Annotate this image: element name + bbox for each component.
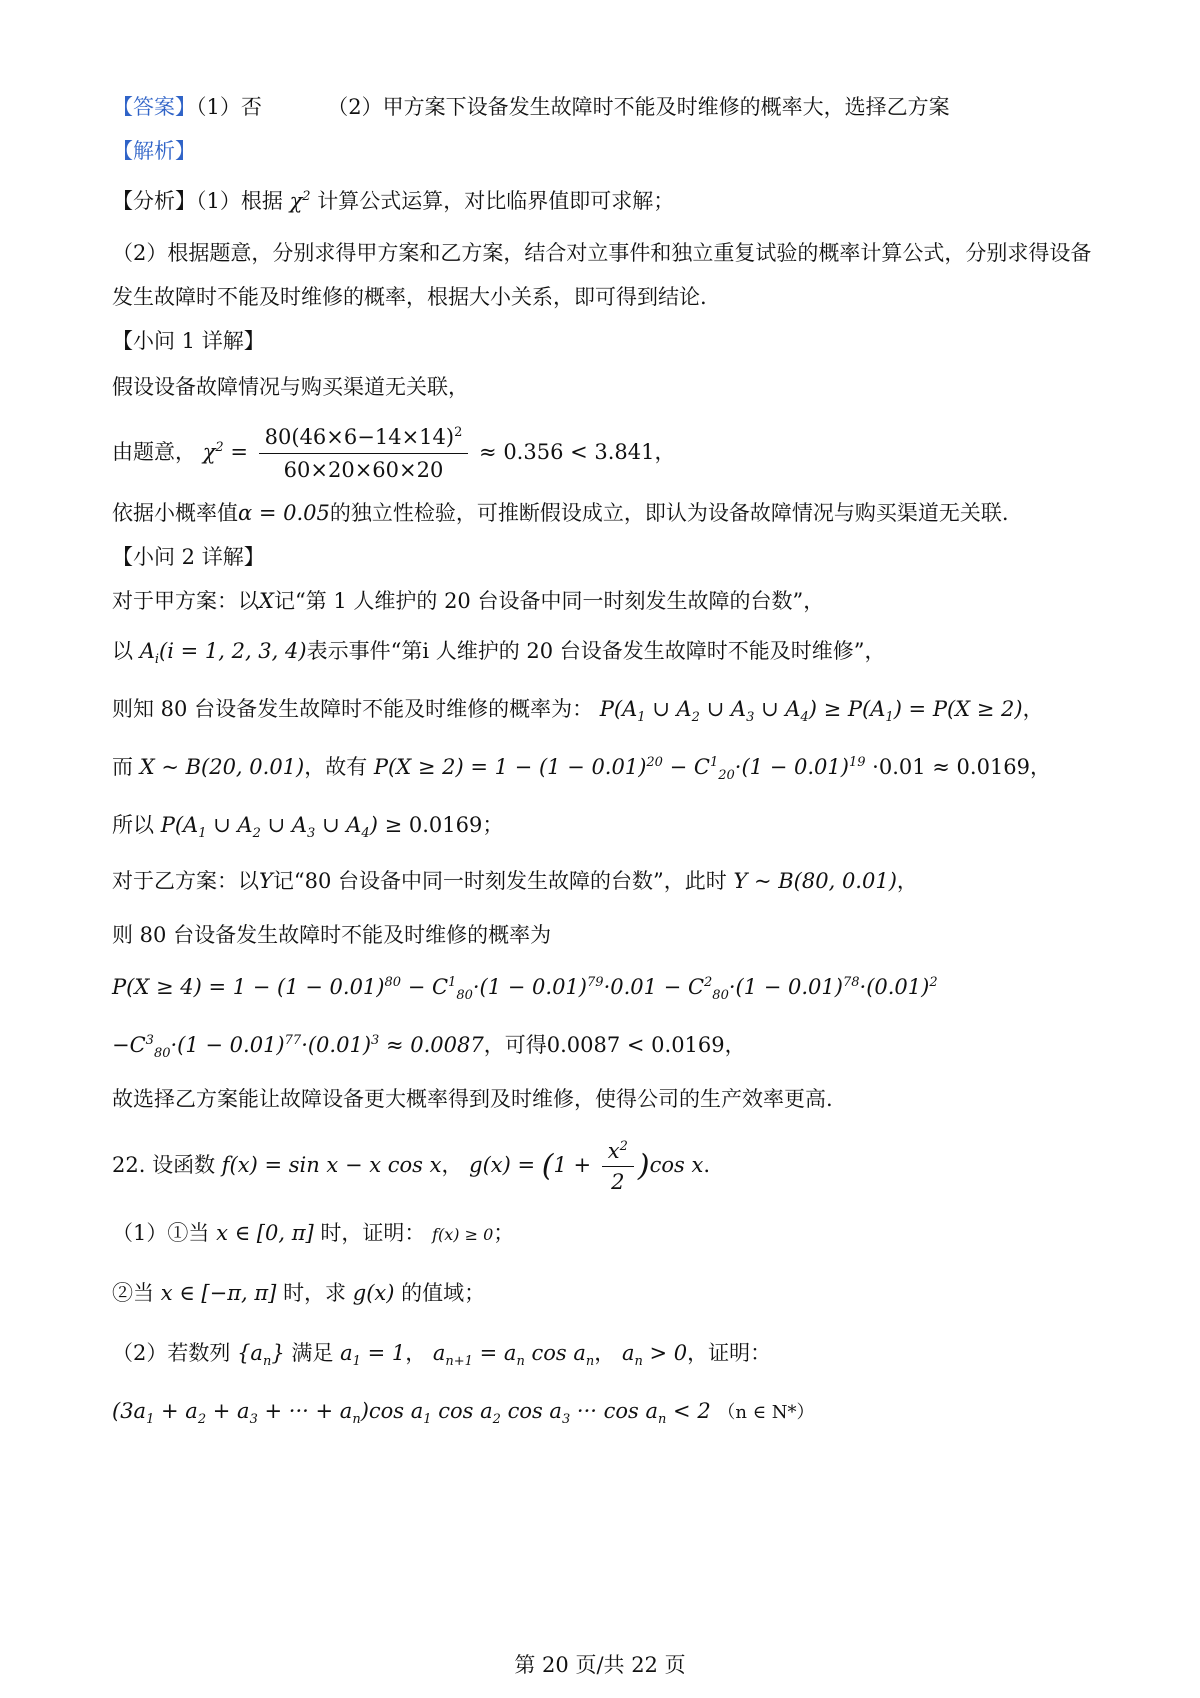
q1-line3 — [112, 498, 1009, 528]
q2-l5-pre: 所以 — [112, 813, 154, 837]
q22-p3-pre: （2）若数列 — [112, 1341, 231, 1365]
q2-l5-post: ≥ 0.0169； — [384, 813, 504, 837]
q2-l1-post: 记“第 1 人维护的 20 台设备中同一时刻发生故障的台数”， — [273, 589, 825, 613]
recurrence: $a_{n+1} = a_n$ $\cos a_n$ — [432, 1341, 595, 1370]
p-x-ge-4-continued: $-C^3_{80}\cdot(1 - 0.01)^{77}\cdot(0.01)^3 \approx 0.0087$ — [112, 1033, 484, 1062]
a1-equals-1: $a_1 = 1$ — [340, 1341, 406, 1370]
interval-0-pi: x ∈ [0, π] — [216, 1221, 314, 1245]
q22-part2 — [112, 1338, 771, 1368]
q2-l4-mid: ，故有 — [304, 755, 368, 779]
q22-stem-pre: 设函数 — [152, 1153, 216, 1177]
chi-square-symbol-2: $\chi^2$ — [202, 440, 224, 464]
chi-square-fraction: $\frac{80(46\times 6-14\times 14)^2}{60\times 20\times 60\times 20}$ — [259, 423, 469, 484]
q2-l6-post: ， — [896, 869, 918, 893]
product-inequality: ($3a_1 + a_2 + a_3$ + ··· + $a_n)\cos$ $a_1$ $\cos a_2$ $\cos a_3$ ··· $\cos a_n < 2$ — [112, 1399, 711, 1428]
f-nonnegative: f(x) ≥ 0 — [432, 1225, 494, 1244]
answer-part2: （2）甲方案下设备发生故障时不能及时维修的概率大，选择乙方案 — [327, 95, 950, 119]
q2-line1 — [112, 586, 824, 616]
q22-p1-mid: 时，证明： — [320, 1221, 426, 1245]
q2-line3: 则知 80 台设备发生故障时不能及时维修的概率为： $P(A_1$ ∪ $A_2$ ∪ $A_3$ ∪ $A_4) \ge P(A_1) = P(X \ge 2)$， — [112, 697, 1044, 726]
g-definition: g(x) = (1 + $\frac{x^2}{2}$ )cos x — [469, 1139, 704, 1194]
q22-p2-pre: ②当 — [112, 1281, 154, 1305]
q22-p3-m2: ， — [405, 1341, 427, 1365]
q1-line1: 假设设备故障情况与购买渠道无关联， — [112, 375, 469, 399]
sequence-an: $\{a_n\}$ — [237, 1341, 285, 1370]
q22-number: 22. — [112, 1153, 146, 1177]
analysis-tag: 【解析】 — [112, 139, 196, 163]
q22-stem-mid: ， — [441, 1153, 463, 1177]
fenxi-p1-pre: （1）根据 — [196, 189, 283, 213]
q22-p3-post: ，证明： — [687, 1341, 772, 1365]
q22-p3-m1: 满足 — [291, 1341, 334, 1365]
fenxi-tag: 【分析】 — [112, 189, 196, 213]
answer-part1: （1）否 — [196, 95, 262, 119]
q2-title: 【小问 2 详解】 — [112, 545, 265, 569]
q2-l4-post: ·0.01 ≈ 0.0169， — [872, 755, 1052, 779]
q1-l2-post: ≈ 0.356 < 3.841， — [479, 440, 676, 464]
g-of-x: g(x) — [352, 1281, 395, 1305]
frac-numerator: 80(46×6−14×14) — [264, 425, 455, 449]
frac-denominator: 60×20×60×20 — [283, 458, 444, 482]
n-condition: （n ∈ N*） — [717, 1402, 815, 1423]
q2-l2-post: 表示事件“第i 人维护的 20 台设备发生故障时不能及时维修”， — [306, 639, 886, 663]
q1-chi-formula: 由题意， $\chi^2$ = $\frac{80(46\times 6-14\times 14)^2}{60\times 20\times 60\times 20}$ ≈ 0.356 < 3.841， — [112, 425, 676, 482]
q2-l9-post: ，可得0.0087 < 0.0169， — [483, 1033, 746, 1057]
q2-line10: 故选择乙方案能让故障设备更大概率得到及时维修，使得公司的生产效率更高. — [112, 1087, 833, 1111]
q2-l6-mid: 记“80 台设备中同一时刻发生故障的台数”，此时 — [272, 869, 727, 893]
answer-line — [112, 92, 950, 122]
q22-p2-post: 的值域； — [401, 1281, 486, 1305]
q2-line5 — [112, 810, 503, 840]
q2-l1-pre: 对于甲方案：以 — [112, 589, 259, 613]
fenxi-p1-post: 计算公式运算，对比临界值即可求解； — [317, 189, 675, 213]
chi-square-symbol: $\chi^2$ — [289, 189, 311, 213]
var-y: Y — [259, 869, 273, 893]
q22-p1-post: ； — [493, 1221, 515, 1245]
var-x: X — [259, 589, 274, 613]
f-definition: f(x) = sin x − x cos x — [221, 1153, 442, 1177]
q22-inequality — [112, 1396, 815, 1428]
interval-neg-pi-pi: x ∈ [−π, π] — [160, 1281, 277, 1305]
y-distribution: Y ~ B(80, 0.01) — [733, 869, 897, 893]
q22-stem — [112, 1134, 710, 1198]
q2-line2 — [112, 636, 886, 666]
index-range: (i = 1, 2, 3, 4) — [159, 639, 307, 663]
q1-title: 【小问 1 详解】 — [112, 329, 265, 353]
p-x-ge-2-formula: $P(X \ge 2) = 1 - (1 - 0.01)^{20} - C^1_{20}\cdot(1 - 0.01)^{19}$ — [373, 755, 866, 784]
q2-line9-formula — [112, 1030, 746, 1060]
q2-line6 — [112, 866, 918, 896]
fenxi-p2-line2: 发生故障时不能及时维修的概率，根据大小关系，即可得到结论. — [112, 285, 707, 309]
q2-l3-pre: 则知 80 台设备发生故障时不能及时维修的概率为： — [112, 697, 594, 721]
q1-l3-post: 的独立性检验，可推断假设成立，即认为设备故障情况与购买渠道无关联. — [329, 501, 1009, 525]
q2-line7: 则 80 台设备发生故障时不能及时维修的概率为 — [112, 923, 552, 947]
event-a-i: $A_i$ — [139, 639, 160, 668]
q22-part1 — [112, 1218, 514, 1250]
q22-stem-post: . — [703, 1153, 711, 1177]
q2-l2-pre: 以 — [112, 639, 133, 663]
answer-tag: 【答案】 — [112, 95, 196, 119]
q2-line8-formula — [112, 972, 938, 1002]
q2-line4 — [112, 752, 1051, 782]
fenxi-line1 — [112, 186, 674, 216]
q22-p3-m3: ， — [594, 1341, 616, 1365]
q22-p2-mid: 时，求 — [283, 1281, 347, 1305]
union-probability-formula: $P(A_1$ ∪ $A_2$ ∪ $A_3$ ∪ $A_4) \ge P(A_1) = P(X \ge 2)$ — [599, 697, 1023, 726]
q22-p1-pre: （1）①当 — [112, 1221, 210, 1245]
q22-part1b — [112, 1278, 485, 1308]
an-positive: $a_n > 0$ — [621, 1341, 688, 1370]
q2-l6-pre: 对于乙方案：以 — [112, 869, 259, 893]
fenxi-p2-line1: （2）根据题意，分别求得甲方案和乙方案，结合对立事件和独立重复试验的概率计算公式，分别求得设备 — [112, 241, 1092, 265]
p-x-ge-4-formula: $P(X \ge 4) = 1 - (1 - 0.01)^{80} - C^1_{80}\cdot(1 - 0.01)^{79}\cdot 0.01 - C^2_{80}\cdot(1 - 0.01)^{78}\cdot(0.01)^2$ — [112, 975, 938, 1004]
page-footer: 第 20 页/共 22 页 — [514, 1653, 686, 1677]
q2-l4-pre: 而 — [112, 755, 133, 779]
alpha-value: α = 0.05 — [238, 501, 330, 525]
union-probability-result: $P(A_1$ ∪ $A_2$ ∪ $A_3$ ∪ $A_4$) — [160, 813, 378, 842]
q1-l2-pre: 由题意， — [112, 440, 196, 464]
q1-l3-pre: 依据小概率值 — [112, 501, 238, 525]
x-distribution: X ~ B(20, 0.01) — [139, 755, 305, 779]
